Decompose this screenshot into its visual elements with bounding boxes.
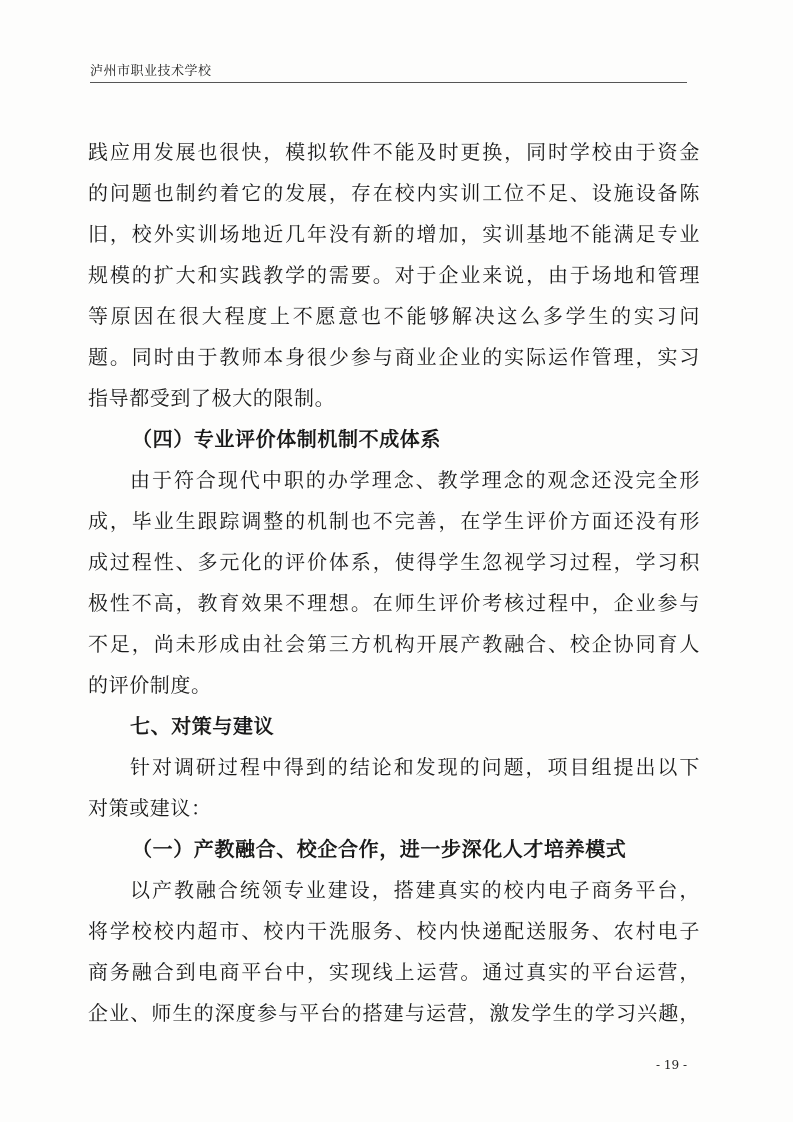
text-line: 成，毕业生跟踪调整的机制也不完善，在学生评价方面还没有形 [88,509,700,533]
text-line: 的问题也制约着它的发展，存在校内实训工位不足、设施设备陈 [88,181,700,205]
text-line: 企业、师生的深度参与平台的搭建与运营，激发学生的学习兴趣， [88,1001,700,1025]
text-line: 以产教融合统领专业建设，搭建真实的校内电子商务平台， [130,878,700,902]
paragraph [88,747,700,829]
text-line: 规模的扩大和实践教学的需要。对于企业来说，由于场地和管理 [88,263,700,287]
text-line: 将学校校内超市、校内干洗服务、校内快递配送服务、农村电子 [88,919,700,943]
text-line: 由于符合现代中职的办学理念、教学理念的观念还没完全形 [130,468,700,492]
text-line: 成过程性、多元化的评价体系，使得学生忽视学习过程，学习积 [88,550,700,574]
text-line: 践应用发展也很快，模拟软件不能及时更换，同时学校由于资金 [88,140,700,164]
text-line: 等原因在很大程度上不愿意也不能够解决这么多学生的实习问 [88,304,700,328]
section-heading: 七、对策与建议 [130,714,275,738]
text-line: 的评价制度。 [88,673,212,697]
paragraph [88,460,700,706]
header-school-name: 泸州市职业技术学校 [90,64,212,79]
document-body [88,132,700,1034]
page-number: - 19 - [656,1058,688,1072]
text-line: 不足，尚未形成由社会第三方机构开展产教融合、校企协同育人 [88,632,700,656]
text-line: 旧，校外实训场地近几年没有新的增加，实训基地不能满足专业 [88,222,700,246]
text-line: 针对调研过程中得到的结论和发现的问题，项目组提出以下 [130,755,700,779]
text-line: 指导都受到了极大的限制。 [88,386,336,410]
text-line: 极性不高，教育效果不理想。在师生评价考核过程中，企业参与 [88,591,700,615]
paragraph-continuation [88,132,700,419]
paragraph [88,870,700,1034]
text-line: 对策或建议： [88,796,212,820]
text-line: 题。同时由于教师本身很少参与商业企业的实际运作管理，实习 [88,345,700,369]
subsection-heading: （一）产教融合、校企合作，进一步深化人才培养模式 [132,837,627,861]
header-divider [90,82,687,83]
text-line: 商务融合到电商平台中，实现线上运营。通过真实的平台运营， [88,960,700,984]
subsection-heading: （四）专业评价体制机制不成体系 [132,427,441,451]
